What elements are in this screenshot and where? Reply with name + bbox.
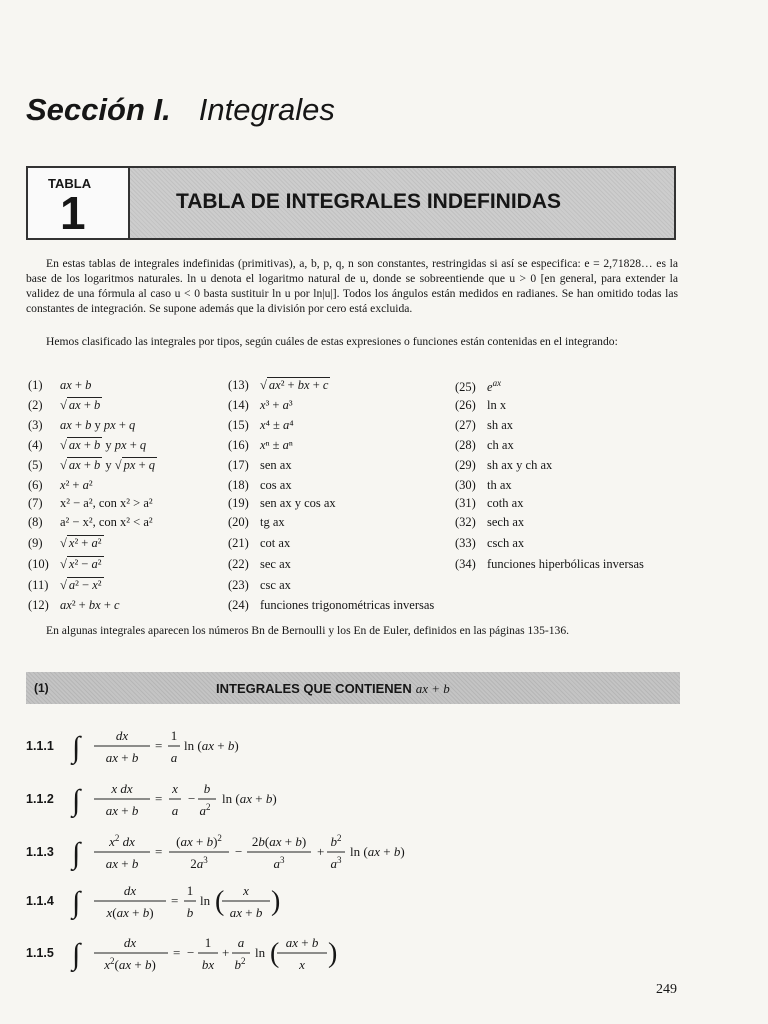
table-header-box [26,166,676,240]
svg-text:ax + b: ax + b [105,750,139,765]
svg-text:ln: ln [200,893,211,908]
svg-text:a: a [237,935,245,950]
svg-text:ax + b: ax + b [285,935,319,950]
section-heading [26,92,335,128]
list-item: (11) √ a² − x² [28,578,102,592]
formula-id: 1.1.4 [26,894,54,908]
svg-text:2b(ax + b): 2b(ax + b) [251,834,307,849]
svg-text:∫: ∫ [72,731,81,764]
svg-text:b: b [203,781,211,796]
list-item: (34) funciones hiperbólicas inversas [455,557,644,571]
list-item: (13) √ ax² + bx + c [228,378,329,392]
list-item: (27) sh ax [455,418,514,432]
integrals-section-band [26,672,680,704]
integrals-section-title: INTEGRALES QUE CONTIENEN ax + b [216,681,450,696]
list-item: (17) sen ax [228,458,292,472]
list-item: (20) tg ax [228,515,285,529]
svg-text:1: 1 [170,728,178,743]
svg-text:ax + b: ax + b [105,856,139,871]
svg-text:a3: $a^3$ [273,855,285,871]
svg-text:2a3: $2a^3$ [190,855,208,871]
svg-text:ax + b: ax + b [229,905,263,920]
list-item: (19) sen ax y cos ax [228,496,336,510]
section-name: Integrales [198,92,335,127]
svg-text:x(ax + b): x(ax + b) [106,905,154,920]
svg-text:=: = [171,893,179,908]
formula-id: 1.1.5 [26,946,54,960]
svg-text:ln: ln [255,945,266,960]
list-item: (7) x² − a², con x² > a² [28,496,153,510]
formula-id: 1.1.1 [26,739,54,753]
integrals-section-number: (1) [34,681,49,695]
formula-expression [70,775,390,823]
svg-text:(: ( [270,938,280,969]
svg-text:x: x [172,781,178,796]
svg-text:=: = [155,738,163,753]
svg-text:=: = [155,844,163,859]
svg-text:): ) [271,886,281,917]
svg-text:ln (ax + b): ln (ax + b) [350,844,405,859]
svg-text:−: − [188,791,196,806]
svg-text:∫: ∫ [72,938,81,971]
formula-expression [70,722,390,770]
table-word: TABLA [48,176,92,191]
svg-text:dx: dx [123,883,137,898]
list-item: (33) csch ax [455,536,525,550]
svg-text:a3: $a^3$ [330,855,342,871]
list-item: (26) ln x [455,398,507,412]
list-item: (22) sec ax [228,557,291,571]
list-item: (18) cos ax [228,478,292,492]
list-item: (14) x³ + a³ [228,398,293,412]
svg-text:dx: dx [115,728,129,743]
list-item: (3) ax + b y px + q [28,418,136,432]
svg-text:+: + [222,945,230,960]
list-item: (5) √ ax + b y √ px + q [28,458,155,472]
list-item: (16) xⁿ ± aⁿ [228,438,293,452]
list-item: (30) th ax [455,478,512,492]
list-item: (9) √ x² + a² [28,536,102,550]
list-item: (21) cot ax [228,536,291,550]
section-label: Sección I. [26,92,171,127]
list-item: (8) a² − x², con x² < a² [28,515,153,529]
svg-text:+: + [317,844,325,859]
svg-text:a: a [170,750,178,765]
list-item: (10) √ x² − a² [28,557,102,571]
table-title: TABLA DE INTEGRALES INDEFINIDAS [176,190,562,213]
list-item: (2) √ ax + b [28,398,101,412]
list-item: (28) ch ax [455,438,514,452]
formula-id: 1.1.2 [26,792,54,806]
svg-text:a2: $a^2$ [199,802,211,818]
list-item: (24) funciones trigonométricas inversas [228,598,435,612]
bernoulli-note: En algunas integrales aparecen los números Bn de Bernoulli y los En de Euler, definidos en las páginas 135-136. [46,624,570,637]
formula-expression [70,828,430,876]
list-item: (15) x⁴ ± a⁴ [228,418,294,432]
list-item: (23) csc ax [228,578,291,592]
page-number: 249 [656,982,677,997]
svg-text:): ) [328,938,338,969]
formula-expression [70,929,390,977]
svg-text:(: ( [215,886,225,917]
list-item: (29) sh ax y ch ax [455,458,553,472]
list-item: (6) x² + a² [28,478,93,492]
list-item: (31) coth ax [455,496,524,510]
list-item: (32) sech ax [455,515,525,529]
svg-text:−: − [235,844,243,859]
svg-text:1: 1 [186,883,194,898]
svg-text:x2 dx: $x^2$ dx [109,833,135,849]
formula-expression [70,877,390,925]
list-item: (25) $e^{ax}$ [455,378,502,395]
svg-text:x2(ax + b): $x^2(ax + b)$ [104,956,156,972]
svg-text:(ax + b)2: (ax + b)$^2$ [176,833,222,849]
table-number-cell [28,168,130,238]
classification-paragraph: Hemos clasificado las integrales por tipos, según cuáles de estas expresiones o funciones están contenidas en el integrando: [46,335,618,348]
svg-text:∫: ∫ [72,784,81,817]
intro-paragraph: En estas tablas de integrales indefinidas (primitivas), a, b, p, q, n son constantes, restringidas si así se especifica: e = 2,71828… es la base de los logaritmos naturales. ln u denota el logaritmo natural de u, donde se sobreentiende que u > 0 [en general, para extender la validez de una fórmula al caso u < 0 basta sustituir ln u por ln|u|]. Todos los ángulos están medidos en radianes. Se han omitido todas las constantes de integración. Se supone además que la división por cero está excluida. [26,257,678,315]
svg-text:dx: dx [123,935,137,950]
svg-text:ln (ax + b): ln (ax + b) [184,738,239,753]
list-item: (1) ax + b [28,378,92,392]
table-number: 1 [60,187,86,239]
svg-text:x: x [299,957,305,972]
svg-text:ax + b: ax + b [105,803,139,818]
svg-text:x dx: x dx [111,781,133,796]
svg-text:∫: ∫ [72,837,81,870]
svg-text:b2: $b^2$ [234,956,246,972]
svg-text:=: = [173,945,181,960]
svg-text:x: x [243,883,249,898]
list-item: (12) ax² + bx + c [28,598,120,612]
svg-text:−: − [187,945,195,960]
svg-text:=: = [155,791,163,806]
formula-id: 1.1.3 [26,845,54,859]
svg-text:ln (ax + b): ln (ax + b) [222,791,277,806]
svg-text:1: 1 [204,935,212,950]
svg-text:bx: bx [201,957,215,972]
list-item: (4) √ ax + b y px + q [28,438,147,452]
svg-text:b2: $b^2$ [330,833,342,849]
svg-text:a: a [171,803,179,818]
svg-text:∫: ∫ [72,886,81,919]
svg-text:b: b [186,905,194,920]
